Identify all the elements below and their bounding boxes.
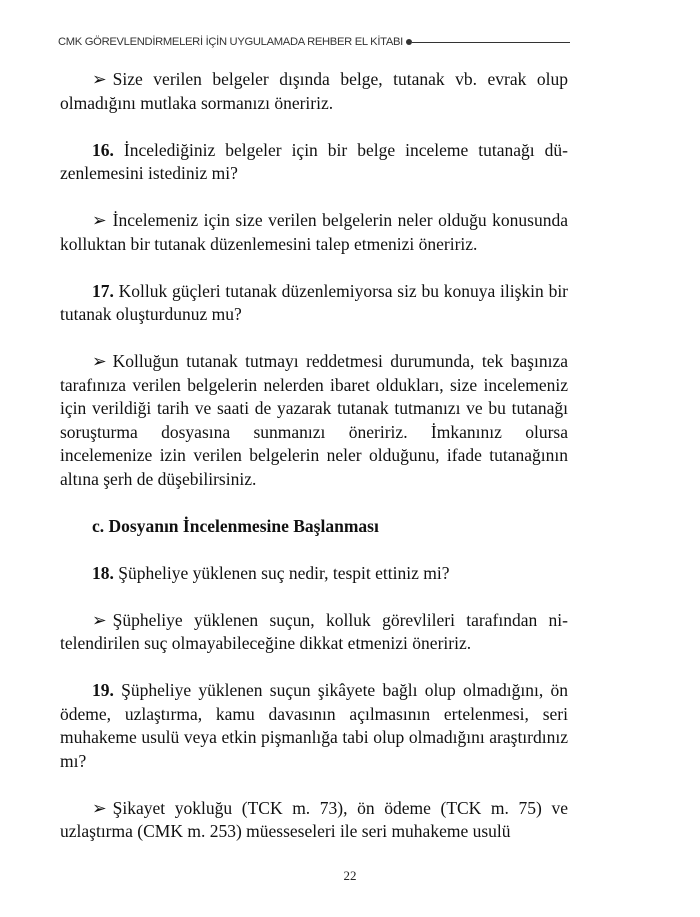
- bullet-paragraph: [60, 350, 568, 491]
- arrow-bullet-icon: ➢: [92, 609, 107, 630]
- running-header: [58, 36, 570, 48]
- paragraph-text: Şikayet yokluğu (TCK m. 73), ön ödeme (TCK m. 75) ve uzlaştırma (CMK m. 253) müesseseleri ile seri muhakeme usulü: [60, 797, 568, 841]
- question-number: 17.: [92, 280, 114, 301]
- question-number: 18.: [92, 562, 114, 583]
- page-body: [60, 68, 568, 844]
- header-title: CMK GÖREVLENDİRMELERİ İÇİN UYGULAMADA REHBER EL KİTABI: [58, 36, 403, 48]
- arrow-bullet-icon: ➢: [92, 69, 107, 89]
- bullet-paragraph: [60, 68, 568, 115]
- bullet-paragraph: [60, 609, 568, 656]
- question-text: Kolluk güçleri tutanak düzenlemiyorsa siz bu konuya ilişkin bir tutanak oluşturdunuz mu?: [60, 280, 569, 324]
- paragraph-text: Size verilen belgeler dışında belge, tutanak vb. evrak olup olmadığını mutlaka sormanızı öneririz.: [60, 69, 568, 113]
- bullet-paragraph: [60, 209, 568, 256]
- question-paragraph: [60, 562, 568, 586]
- paragraph-text: Kolluğun tutanak tutmayı reddetmesi durumunda, tek başınıza tarafınıza verilen belgelerin nelerden ibaret oldukları, size incelemeniz için verildiği tarih ve saati de yazarak tutanak tutmanızı ve bu tutanağı soruşturma dosyasına sunmanızı öneririz. İmkanınız olursa incelemenize izin verilen belgelerin neler olduğunu, ifade tutanağının altına şerh de düşebilirsiniz.: [60, 351, 568, 489]
- question-paragraph: [60, 280, 568, 327]
- arrow-bullet-icon: ➢: [92, 797, 107, 818]
- paragraph-text: Şüpheliye yüklenen suçun, kolluk görevlileri tarafından nitelendirilen suç olmayabileceğine dikkat etmenizi öneririz.: [60, 609, 568, 653]
- page-number: 22: [343, 868, 357, 883]
- question-text: Şüpheliye yüklenen suç nedir, tespit ettiniz mi?: [118, 562, 450, 583]
- question-number: 19.: [92, 680, 114, 700]
- question-paragraph: [60, 679, 568, 773]
- header-rule: [412, 42, 570, 43]
- section-heading: c. Dosyanın İncelenmesine Başlanması: [92, 515, 379, 536]
- paragraph-text: İncelemeniz için size verilen belgelerin neler olduğu konusunda kolluktan bir tutanak düzenlemesini talep etmenizi öneririz.: [60, 210, 568, 254]
- question-paragraph: [60, 139, 568, 186]
- arrow-bullet-icon: ➢: [92, 210, 107, 230]
- question-text: İncelediğiniz belgeler için bir belge inceleme tutanağı düzenlemesini istediniz mi?: [60, 139, 568, 183]
- bullet-paragraph: [60, 797, 568, 844]
- question-text: Şüpheliye yüklenen suçun şikâyete bağlı olup olmadığını, ön ödeme, uzlaştırma, kamu davasının açılmasının ertelenmesi, seri muhakeme usulü veya etkin pişmanlığa tabi olup olmadığını araştırdınız mı?: [60, 680, 569, 771]
- question-number: 16.: [92, 139, 114, 160]
- arrow-bullet-icon: ➢: [92, 351, 107, 371]
